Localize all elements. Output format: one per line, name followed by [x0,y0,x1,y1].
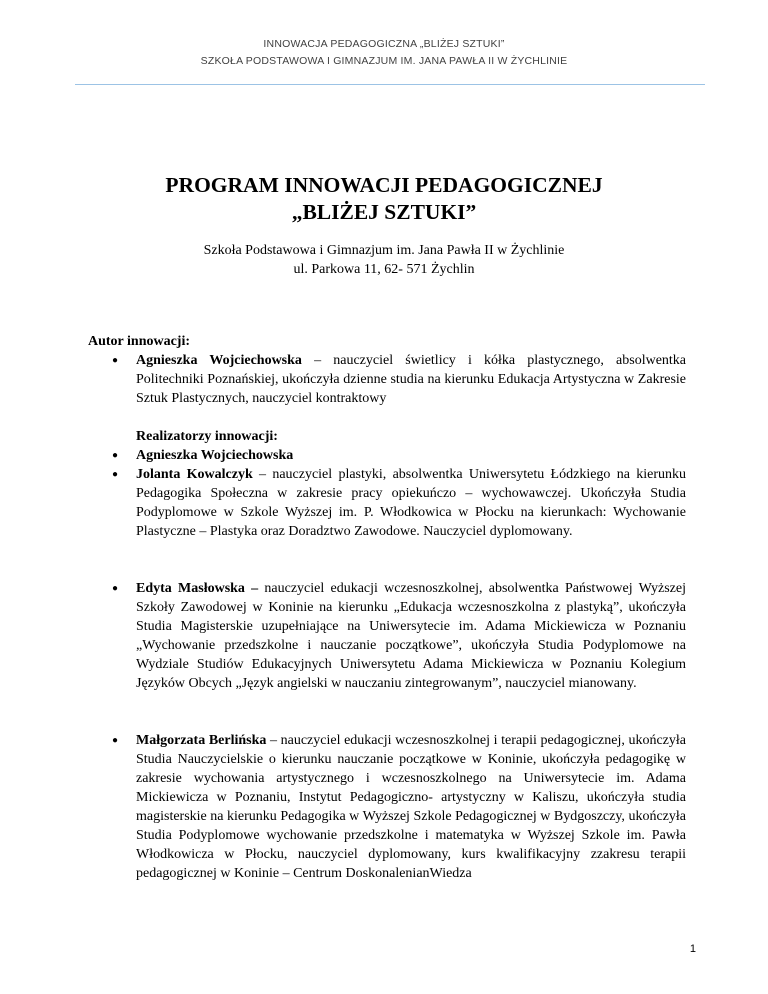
author-heading: Autor innowacji: [88,334,191,349]
realizer-description: nauczyciel edukacji wczesnoszkolnej, absolwentka Państwowej Wyższej Szkoły Zawodowej w Koninie na kierunku „Edukacja wczesnoszkolna z plastyką”, ukończyła Studia Magisterskie uzupełniające na Uniwersytecie im. Adama Mickiewicza w Poznaniu „Wychowanie przedszkolne i nauczanie początkowe”, ukończyła Studia Podyplomowe na Wydziale Studiów Edukacyjnych Uniwersytetu Adama Mickiewicza w Poznaniu Kolegium Języków Obcych „Język angielski w nauczaniu zintegrowanym”, nauczyciel mianowany. [136,581,686,691]
title-line-2: „BLIŻEJ SZTUKI” [291,200,477,224]
title-line-1: PROGRAM INNOWACJI PEDAGOGICZNEJ [165,173,603,197]
page-header [0,36,768,70]
spacer [88,712,686,731]
author-name: Agnieszka Wojciechowska [136,353,302,368]
list-item [88,465,686,541]
address-line-1: Szkoła Podstawowa i Gimnazjum im. Jana Pawła II w Żychlinie [203,243,565,258]
realizer-description: – nauczyciel plastyki, absolwentka Uniwersytetu Łódzkiego na kierunku Pedagogika Społeczna w zakresie pracy opiekuńczo – wychowawczej. Ukończyła Studia Podyplomowe w Szkole Wyższej im. P. Włodkowica w Płocku na kierunkach: Wychowanie Plastyczne – Plastyka oraz Doradztwo Zawodowe. Nauczyciel dyplomowany. [136,467,686,539]
realizer-name: Agnieszka Wojciechowska [136,448,294,463]
bullet-icon: ● [112,735,119,746]
header-line-2: SZKOŁA PODSTAWOWA I GIMNAZJUM IM. JANA PAWŁA II W ŻYCHLINIE [200,55,568,67]
author-description: – nauczyciel świetlicy i kółka plastycznego, absolwentka Politechniki Poznańskiej, ukończyła dzienne studia na kierunku Edukacja Artystyczna w Zakresie Sztuk Plastycznych, nauczyciel kontraktowy [136,353,687,406]
realizer-name: Jolanta Kowalczyk [136,467,253,482]
realizers-heading: Realizatorzy innowacji: [136,429,278,444]
author-item [88,351,686,408]
spacer [88,693,686,712]
list-item [88,731,686,883]
realizer-name: Edyta Masłowska – [136,581,259,596]
spacer [88,408,686,427]
list-item [88,446,686,465]
spacer [88,560,686,579]
address-line-2: ul. Parkowa 11, 62- 571 Żychlin [293,262,475,277]
realizer-description: – nauczyciel edukacji wczesnoszkolnej i terapii pedagogicznej, ukończyła Studia Nauczycielskie o kierunku nauczanie początkowe w Koninie, ukończyła pedagogikę w zakresie wychowania artystycznego i wczesnoszkolnego na Uniwersytecie im. Adama Mickiewicza w Poznaniu, Instytut Pedagogiczno- artystyczny w Kaliszu, ukończyła studia magisterskie na kierunku Pedagogika w Wyższej Szkole Pedagogicznej w Bydgoszczy, ukończyła Studia Podyplomowe wychowanie przedszkolne i matematyka w Wyższej Szkole im. Pawła Włodkowicza w Płocku, nauczyciel dyplomowany, kurs kwalifikacyjny zzakresu terapii pedagogicznej w Koninie – Centrum DoskonalenianWiedza [136,733,687,881]
bullet-icon: ● [112,583,119,594]
realizer-name: Małgorzata Berlińska [136,733,267,748]
bullet-icon: ● [112,450,119,461]
document-title [0,172,768,226]
bullet-icon: ● [112,469,119,480]
header-divider [75,84,705,85]
header-line-1: INNOWACJA PEDAGOGICZNA „BLIŻEJ SZTUKI” [263,38,505,50]
school-address [0,241,768,279]
document-body [88,332,686,883]
list-item [88,579,686,693]
realizers-heading-row [88,427,686,446]
page-number: 1 [689,943,696,955]
spacer [88,541,686,560]
bullet-icon: ● [112,355,119,366]
